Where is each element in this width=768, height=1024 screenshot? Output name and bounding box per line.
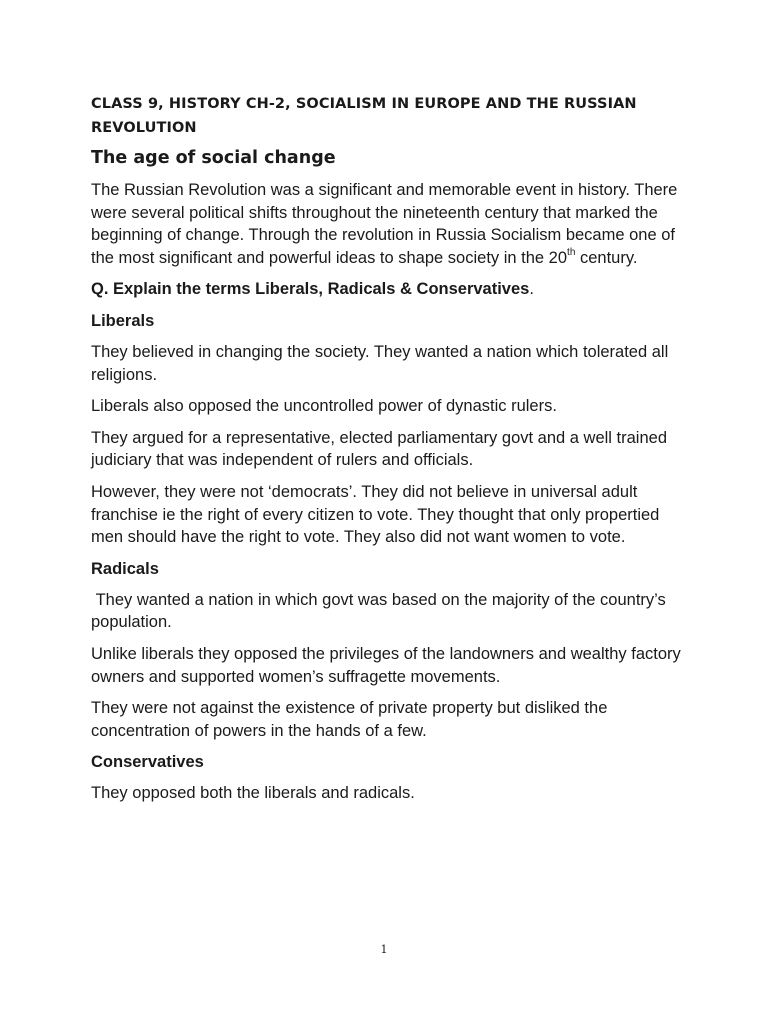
liberals-paragraph-4: However, they were not ‘democrats’. They did not believe in universal adult franchise ie the right of every citizen to vote. They thought that only propertied men should have the right to vote. They also did not want women to vote. — [91, 482, 660, 547]
intro-text: The Russian Revolution was a significant and memorable event in history. There were several political shifts throughout the nineteenth century that marked the beginning of change. Through the revolution in Russia Socialism became one of the most significant and powerful ideas to shape society in the 20 — [91, 181, 678, 267]
liberals-paragraph-1: They believed in changing the society. They wanted a nation which tolerated all religions. — [91, 342, 669, 384]
conservatives-paragraph-1: They opposed both the liberals and radicals. — [91, 784, 415, 803]
conservatives-heading: Conservatives — [91, 753, 204, 772]
radicals-paragraph-1: They wanted a nation in which govt was based on the majority of the country’s population. — [91, 590, 671, 632]
liberals-heading: Liberals — [91, 311, 155, 330]
question-tail: . — [529, 280, 534, 299]
question-line — [91, 278, 691, 301]
section-heading: The age of social change — [91, 148, 336, 168]
liberals-paragraph-3: They argued for a representative, elected parliamentary govt and a well trained judiciary that was independent of rulers and officials. — [91, 428, 667, 470]
question-text: Q. Explain the terms Liberals, Radicals & Conservatives — [91, 280, 530, 299]
radicals-paragraph-2: Unlike liberals they opposed the privileges of the landowners and wealthy factory owners and supported women’s suffragette movements. — [91, 644, 681, 686]
radicals-paragraph-3: They were not against the existence of private property but disliked the concentration of powers in the hands of a few. — [91, 699, 608, 740]
liberals-paragraph-2: Liberals also opposed the uncontrolled power of dynastic rulers. — [91, 397, 557, 416]
document-page — [91, 92, 691, 814]
radicals-heading: Radicals — [91, 559, 159, 578]
document-title: CLASS 9, HISTORY CH-2, SOCIALISM IN EUROPE AND THE RUSSIAN REVOLUTION — [91, 96, 637, 136]
ordinal-superscript: th — [567, 247, 576, 259]
page-number: 1 — [380, 943, 388, 956]
intro-paragraph — [91, 179, 691, 269]
intro-tail: century. — [575, 248, 638, 267]
